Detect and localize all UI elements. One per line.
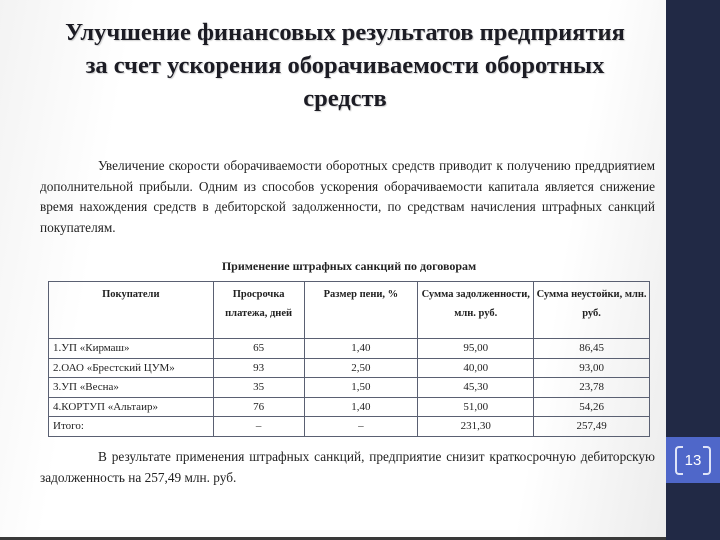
cell-total-debt: 231,30 [418,417,534,437]
table-row [49,397,650,417]
cell-overdue-days: 35 [213,378,304,398]
header-buyers: Покупатели [49,282,214,339]
header-penalty-rate: Размер пени, % [304,282,418,339]
table-total-row [49,417,650,437]
penalty-table [48,281,650,437]
cell-overdue-days: 65 [213,339,304,359]
intro-paragraph: Увеличение скорости оборачиваемости оборотных средств приводит к получению преддриятием дополнительной прибыли. Одним из способов ускорения оборачиваемости капитала является снижение время нахождения средств в дебиторской задолженности, по средствам начисления штрафных санкций покупателям. [40,158,655,235]
table-header-row [49,282,650,339]
cell-penalty-amount: 93,00 [534,358,650,378]
cell-penalty-rate: 1,50 [304,378,418,398]
cell-buyer: 4.КОРТУП «Альтаир» [49,397,214,417]
conclusion-paragraph: В результате применения штрафных санкций, предприятие снизит краткосрочную дебиторскую задолженность на 257,49 млн. руб. [40,449,655,485]
cell-penalty-rate: 1,40 [304,339,418,359]
header-penalty-amount: Сумма неустойки, млн. руб. [534,282,650,339]
cell-total-label: Итого: [49,417,214,437]
cell-overdue-days: 76 [213,397,304,417]
table-row [49,358,650,378]
cell-penalty-rate: 1,40 [304,397,418,417]
table-row [49,339,650,359]
table-row [49,378,650,398]
cell-penalty-amount: 86,45 [534,339,650,359]
cell-buyer: 3.УП «Весна» [49,378,214,398]
cell-debt-amount: 95,00 [418,339,534,359]
page-number-box [666,437,720,483]
cell-penalty-amount: 54,26 [534,397,650,417]
header-debt-amount: Сумма задолженности, млн. руб. [418,282,534,339]
slide-title: Улучшение финансовых результатов предприятия за счет ускорения оборачиваемости оборотных средств [65,19,625,112]
cell-penalty-rate: 2,50 [304,358,418,378]
cell-penalty-rate: – [304,417,418,437]
cell-buyer: 1.УП «Кирмаш» [49,339,214,359]
cell-debt-amount: 51,00 [418,397,534,417]
cell-debt-amount: 40,00 [418,358,534,378]
table-caption: Применение штрафных санкций по договорам [221,259,477,273]
cell-overdue-days: 93 [213,358,304,378]
header-overdue-days: Просрочка платежа, дней [213,282,304,339]
cell-overdue-days: – [213,417,304,437]
page-number: 13 [675,446,712,475]
cell-debt-amount: 45,30 [418,378,534,398]
cell-penalty-amount: 23,78 [534,378,650,398]
cell-total-penalty: 257,49 [534,417,650,437]
cell-buyer: 2.ОАО «Брестский ЦУМ» [49,358,214,378]
